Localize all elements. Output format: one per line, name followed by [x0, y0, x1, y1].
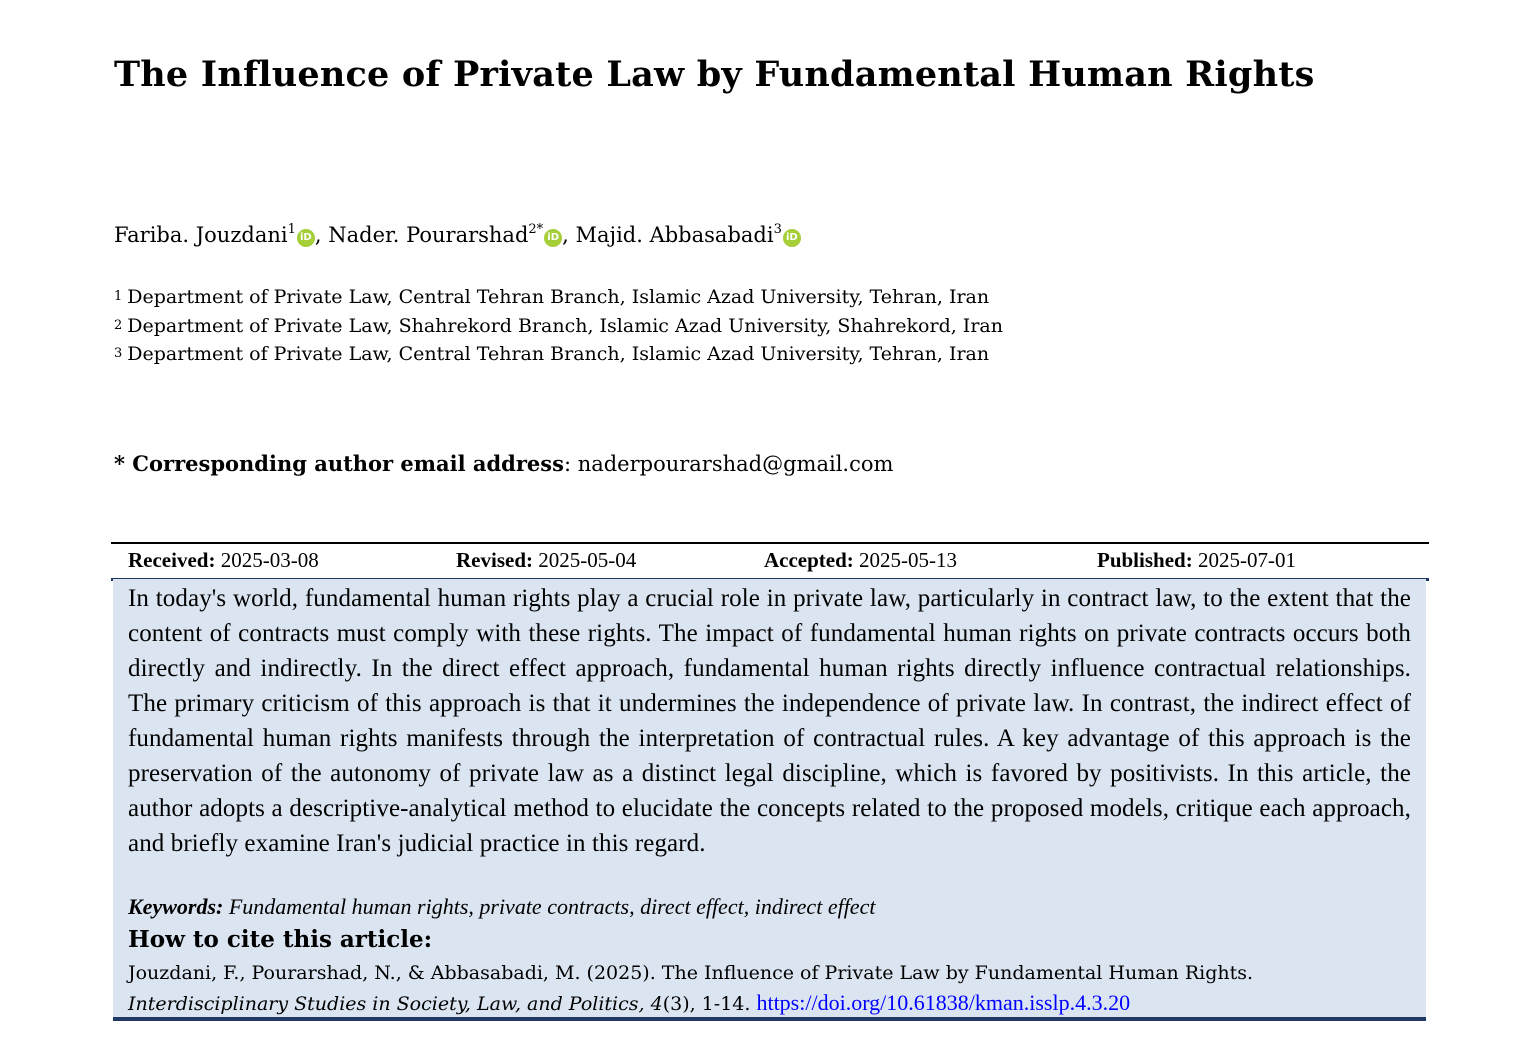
- affiliation-number: 1: [114, 289, 123, 304]
- revised-label: Revised:: [456, 548, 533, 572]
- revised-value: 2025-05-04: [533, 548, 637, 572]
- published-date: [1097, 548, 1296, 573]
- orcid-icon[interactable]: iD: [783, 229, 801, 247]
- orcid-icon[interactable]: iD: [544, 229, 562, 247]
- citation-line: Jouzdani, F., Pourarshad, N., & Abbasabadi, M. (2025). The Influence of Private Law by Fundamental Human Rights.: [128, 962, 1254, 984]
- publication-dates: [111, 542, 1429, 581]
- keywords-label: Keywords:: [128, 894, 224, 919]
- revised-date: [456, 548, 636, 573]
- author-affiliation-mark: 3: [773, 222, 782, 237]
- author-separator: ,: [562, 223, 576, 247]
- abstract-box: [113, 579, 1426, 1021]
- author-list: [114, 223, 801, 247]
- author-affiliation-mark: 1: [287, 222, 296, 237]
- affiliation-list: [114, 283, 1003, 369]
- author-name: Nader. Pourarshad: [328, 223, 529, 247]
- affiliation-text: Department of Private Law, Central Tehran Branch, Islamic Azad University, Tehran, Iran: [127, 343, 990, 365]
- keywords: [128, 894, 875, 920]
- affiliation-item: [114, 283, 1003, 312]
- keywords-text: Fundamental human rights, private contracts, direct effect, indirect effect: [223, 894, 876, 919]
- affiliation-text: Department of Private Law, Central Tehran Branch, Islamic Azad University, Tehran, Iran: [127, 286, 990, 308]
- author-separator: ,: [314, 223, 329, 247]
- published-value: 2025-07-01: [1192, 548, 1296, 572]
- author-name: Majid. Abbasabadi: [575, 223, 774, 247]
- journal-name: Interdisciplinary Studies in Society, Law, and Politics, 4: [128, 993, 663, 1015]
- accepted-value: 2025-05-13: [853, 548, 958, 572]
- author-name: Fariba. Jouzdani: [114, 223, 288, 247]
- published-label: Published:: [1097, 548, 1193, 572]
- orcid-icon[interactable]: iD: [297, 229, 315, 247]
- affiliation-number: 2: [114, 317, 123, 333]
- accepted-label: Accepted:: [764, 548, 854, 572]
- author-affiliation-mark: 2*: [528, 222, 544, 237]
- received-label: Received:: [128, 548, 216, 572]
- corresponding-email[interactable]: : naderpourarshad@gmail.com: [563, 452, 894, 476]
- affiliation-text: Department of Private Law, Shahrekord Branch, Islamic Azad University, Shahrekord, Iran: [127, 314, 1003, 337]
- affiliation-item: [114, 340, 1003, 369]
- received-value: 2025-03-08: [215, 548, 319, 572]
- affiliation-item: [114, 312, 1003, 341]
- doi-link[interactable]: https://doi.org/10.61838/kman.isslp.4.3.20: [756, 990, 1131, 1015]
- paper-title: The Influence of Private Law by Fundamental Human Rights: [114, 54, 1315, 95]
- citation-heading: How to cite this article:: [128, 926, 433, 953]
- corresponding-author: [114, 451, 893, 476]
- issue-pages: (3), 1-14.: [662, 993, 757, 1015]
- abstract-text: In today's world, fundamental human rights play a crucial role in private law, particularly in contract law, to the extent that the content of contracts must comply with these rights. The impact of fundamental human rights on private contracts occurs both directly and indirectly. In the direct effect approach, fundamental human rights directly influence contractual relationships. The primary criticism of this approach is that it undermines the independence of private law. In contrast, the indirect effect of fundamental human rights manifests through the interpretation of contractual rules. A key advantage of this approach is the preservation of the autonomy of private law as a distinct legal discipline, which is favored by positivists. In this article, the author adopts a descriptive-analytical method to elucidate the concepts related to the proposed models, critique each approach, and briefly examine Iran's judicial practice in this regard.: [128, 585, 1411, 857]
- corresponding-label: * Corresponding author email address: [114, 451, 564, 476]
- citation-source: [128, 990, 1130, 1016]
- accepted-date: [764, 548, 957, 573]
- affiliation-number: 3: [114, 346, 123, 361]
- received-date: [128, 548, 319, 573]
